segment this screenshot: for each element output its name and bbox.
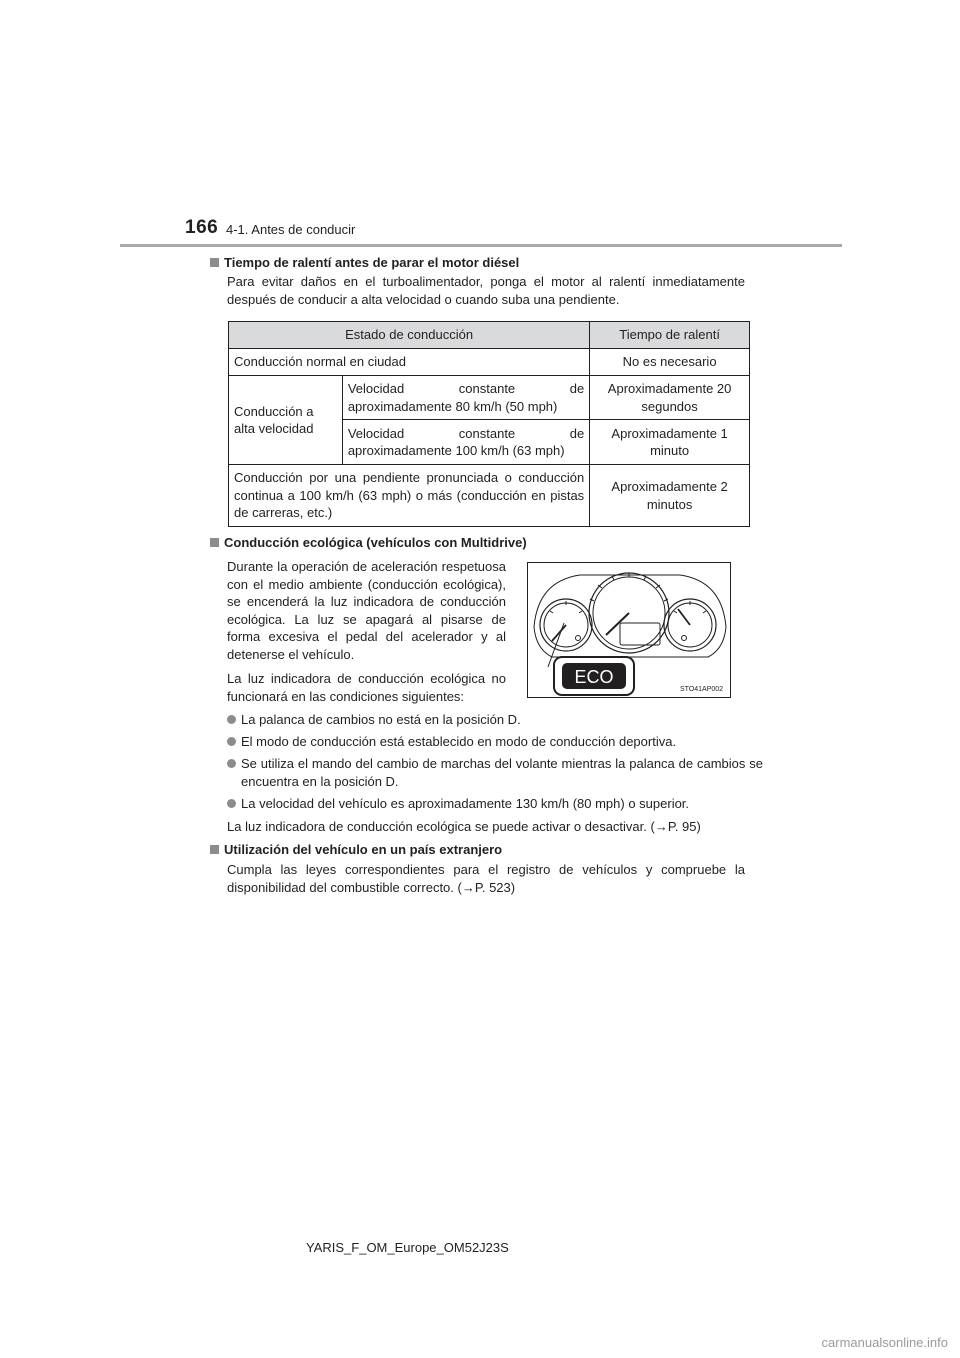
table-cell-time: No es necesario xyxy=(590,349,750,376)
table-cell-state: Velocidad constante de aproximadamente 80 km/h (50 mph) xyxy=(342,376,589,420)
table-cell-time: Aproximadamente 2 minutos xyxy=(590,465,750,527)
list-item: El modo de conducción está establecido en modo de conducción deportiva. xyxy=(227,733,676,751)
list-item: La palanca de cambios no está en la posición D. xyxy=(227,711,521,729)
table-header-time: Tiempo de ralentí xyxy=(590,322,750,349)
table-cell-group: Conducción a alta velocidad xyxy=(229,376,343,465)
square-bullet-icon xyxy=(210,258,219,267)
eco-note: La luz indicadora de conducción ecológica se puede activar o desactivar. (→P. 95) xyxy=(227,819,701,834)
table-cell-state: Conducción normal en ciudad xyxy=(229,349,590,376)
table-row xyxy=(229,465,750,527)
watermark: carmanualsonline.info xyxy=(821,1335,948,1350)
table-cell-time: Aproximadamente 1 minuto xyxy=(590,420,750,465)
list-item: La velocidad del vehículo es aproximadamente 130 km/h (80 mph) o superior. xyxy=(227,795,689,813)
idle-heading: Tiempo de ralentí antes de parar el motor diésel xyxy=(210,255,519,271)
abroad-paragraph: Cumpla las leyes correspondientes para el registro de vehículos y compruebe la disponibilidad del combustible correcto. (→P. 523) xyxy=(227,862,745,895)
instrument-cluster-illustration xyxy=(528,563,730,697)
square-bullet-icon xyxy=(210,845,219,854)
list-item: Se utiliza el mando del cambio de marchas del volante mientras la palanca de cambios se encuentra en la posición D. xyxy=(227,755,763,790)
square-bullet-icon xyxy=(210,538,219,547)
page-number: 166 xyxy=(185,217,219,238)
header-rule xyxy=(120,244,842,247)
idle-paragraph: Para evitar daños en el turboalimentador, ponga el motor al ralentí inmediatamente después de conducir a alta velocidad o cuando suba una pendiente. xyxy=(227,274,745,307)
table-cell-time: Aproximadamente 20 segundos xyxy=(590,376,750,420)
eco-paragraph-2: La luz indicadora de conducción ecológica no funcionará en las condiciones siguientes: xyxy=(227,671,506,704)
table-cell-state: Velocidad constante de aproximadamente 100 km/h (63 mph) xyxy=(342,420,589,465)
eco-paragraph-1: Durante la operación de aceleración respetuosa con el medio ambiente (conducción ecológica), se encenderá la luz indicadora de conducción ecológica. La luz se apagará al pisarse de forma excesiva el pedal del acelerador y al detenerse el vehículo. xyxy=(227,559,506,662)
eco-heading: Conducción ecológica (vehículos con Multidrive) xyxy=(210,535,527,551)
abroad-heading: Utilización del vehículo en un país extranjero xyxy=(210,842,502,858)
round-bullet-icon xyxy=(227,799,236,808)
table-header-row xyxy=(229,322,750,349)
table-header-state: Estado de conducción xyxy=(229,322,590,349)
round-bullet-icon xyxy=(227,737,236,746)
idle-time-table xyxy=(228,321,750,527)
section-title: 4-1. Antes de conducir xyxy=(226,222,356,237)
footer-doc-code: YARIS_F_OM_Europe_OM52J23S xyxy=(306,1240,509,1255)
eco-indicator-label: ECO xyxy=(574,667,614,687)
figure-code: STO41AP002 xyxy=(680,686,724,693)
table-row xyxy=(229,376,750,420)
round-bullet-icon xyxy=(227,759,236,768)
round-bullet-icon xyxy=(227,715,236,724)
table-cell-state: Conducción por una pendiente pronunciada o conducción continua a 100 km/h (63 mph) o más (conducción en pistas de carreras, etc.) xyxy=(229,465,590,527)
table-row xyxy=(229,349,750,376)
instrument-cluster-figure xyxy=(527,562,731,698)
